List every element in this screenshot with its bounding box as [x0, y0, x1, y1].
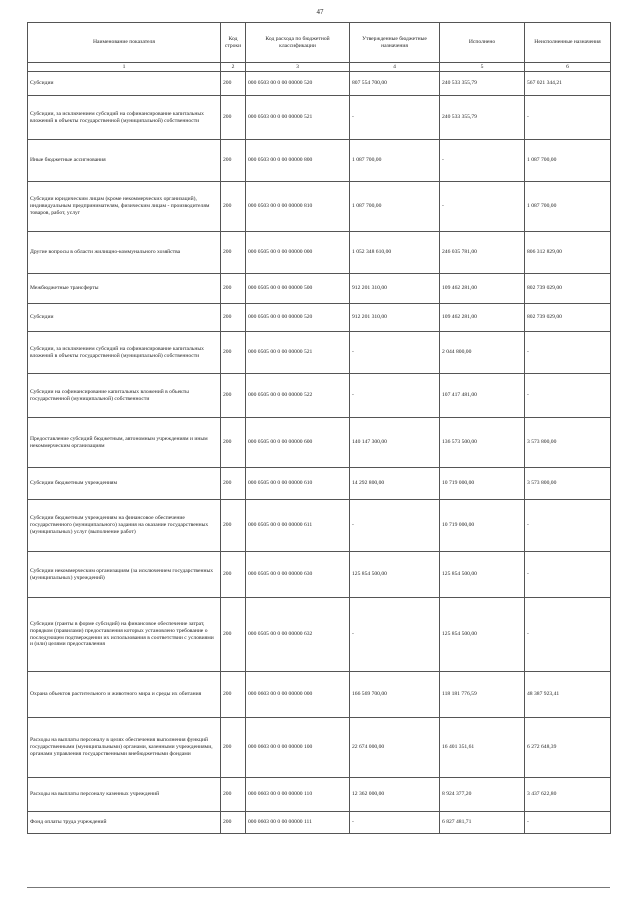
row-expense-code: 000 0505 00 0 00 00000 600 [246, 418, 350, 468]
row-executed: 240 533 355,79 [440, 96, 525, 140]
row-expense-code: 000 0503 00 0 00 00000 810 [246, 182, 350, 232]
row-code: 200 [221, 232, 246, 274]
row-name: Другие вопросы в области жилищно-коммунального хозяйства [28, 232, 221, 274]
row-unexecuted: - [525, 598, 611, 672]
row-code: 200 [221, 468, 246, 500]
row-executed: 10 719 000,00 [440, 468, 525, 500]
row-unexecuted: 3 437 622,80 [525, 778, 611, 812]
row-executed: 8 924 377,20 [440, 778, 525, 812]
row-code: 200 [221, 778, 246, 812]
row-name: Субсидии (гранты в форме субсидий) на финансовое обеспечение затрат, порядком (правилами) предоставления которых установлено требование о последующем подтверждении их использования в соответствии с условиями и (или) целями предоставления [28, 598, 221, 672]
row-name: Субсидии, за исключением субсидий на софинансирование капитальных вложений в объекты государственной (муниципальной) собственности [28, 332, 221, 374]
table-row [28, 304, 611, 332]
row-approved: 22 674 000,00 [350, 718, 440, 778]
row-name: Расходы на выплаты персоналу казенных учреждений [28, 778, 221, 812]
budget-report-table [27, 22, 611, 834]
row-approved: 125 854 500,00 [350, 552, 440, 598]
row-unexecuted: 1 087 700,00 [525, 182, 611, 232]
row-expense-code: 000 0505 00 0 00 00000 522 [246, 374, 350, 418]
row-executed: 2 044 800,00 [440, 332, 525, 374]
row-code: 200 [221, 140, 246, 182]
table-row [28, 72, 611, 96]
row-name: Субсидии на софинансирование капитальных вложений в объекты государственной (муниципальной) собственности [28, 374, 221, 418]
row-name: Субсидии, за исключением субсидий на софинансирование капитальных вложений в объекты государственной (муниципальной) собственности [28, 96, 221, 140]
table-row [28, 552, 611, 598]
row-executed: 246 035 781,00 [440, 232, 525, 274]
row-unexecuted: - [525, 374, 611, 418]
row-executed: - [440, 140, 525, 182]
header-indicator-name: Наименование показателя [28, 23, 221, 63]
page-number: 47 [316, 8, 324, 16]
column-number: 1 [28, 63, 221, 72]
row-executed: - [440, 182, 525, 232]
table-header-row [28, 23, 611, 63]
footer-divider [27, 887, 610, 888]
row-unexecuted: - [525, 332, 611, 374]
row-code: 200 [221, 96, 246, 140]
table-row [28, 672, 611, 718]
row-unexecuted: 567 021 344,21 [525, 72, 611, 96]
row-approved: 14 292 800,00 [350, 468, 440, 500]
row-expense-code: 000 0505 00 0 00 00000 630 [246, 552, 350, 598]
table-row [28, 232, 611, 274]
row-executed: 16 401 351,61 [440, 718, 525, 778]
row-approved: - [350, 332, 440, 374]
row-unexecuted: - [525, 812, 611, 834]
column-number: 6 [525, 63, 611, 72]
row-expense-code: 000 0505 00 0 00 00000 520 [246, 304, 350, 332]
row-code: 200 [221, 274, 246, 304]
row-expense-code: 000 0505 00 0 00 00000 000 [246, 232, 350, 274]
row-expense-code: 000 0503 00 0 00 00000 800 [246, 140, 350, 182]
table-row [28, 274, 611, 304]
row-approved: - [350, 812, 440, 834]
row-executed: 109 462 281,00 [440, 304, 525, 332]
row-approved: 140 147 300,00 [350, 418, 440, 468]
row-code: 200 [221, 418, 246, 468]
row-name: Предоставление субсидий бюджетным, автономным учреждениям и иным некоммерческим организациям [28, 418, 221, 468]
row-name: Охрана объектов растительного и животного мира и среды их обитания [28, 672, 221, 718]
row-name: Субсидии бюджетным учреждениям [28, 468, 221, 500]
header-row-code: Код строки [221, 23, 246, 63]
row-code: 200 [221, 374, 246, 418]
column-number: 4 [350, 63, 440, 72]
row-code: 200 [221, 552, 246, 598]
row-approved: 1 087 700,00 [350, 182, 440, 232]
row-code: 200 [221, 332, 246, 374]
row-approved: 1 087 700,00 [350, 140, 440, 182]
column-number: 5 [440, 63, 525, 72]
row-expense-code: 000 0505 00 0 00 00000 500 [246, 274, 350, 304]
row-expense-code: 000 0603 00 0 00 00000 110 [246, 778, 350, 812]
column-number: 3 [246, 63, 350, 72]
row-unexecuted: 3 573 800,00 [525, 418, 611, 468]
row-unexecuted: 1 087 700,00 [525, 140, 611, 182]
row-unexecuted: 3 573 800,00 [525, 468, 611, 500]
row-expense-code: 000 0505 00 0 00 00000 632 [246, 598, 350, 672]
row-executed: 10 719 000,00 [440, 500, 525, 552]
table-row [28, 718, 611, 778]
row-unexecuted: 48 387 923,41 [525, 672, 611, 718]
row-name: Субсидии некоммерческим организациям (за исключением государственных (муниципальных) учреждений) [28, 552, 221, 598]
table-row [28, 812, 611, 834]
header-executed: Исполнено [440, 23, 525, 63]
row-expense-code: 000 0503 00 0 00 00000 521 [246, 96, 350, 140]
row-name: Субсидии юридическим лицам (кроме некоммерческих организаций), индивидуальным предпринимателям, физическим лицам - производителям товаров, работ, услуг [28, 182, 221, 232]
row-executed: 6 827 481,71 [440, 812, 525, 834]
row-approved: 912 201 310,00 [350, 304, 440, 332]
row-unexecuted: - [525, 96, 611, 140]
row-name: Субсидии [28, 304, 221, 332]
row-approved: - [350, 500, 440, 552]
row-executed: 118 181 776,59 [440, 672, 525, 718]
row-approved: 166 569 700,00 [350, 672, 440, 718]
row-expense-code: 000 0505 00 0 00 00000 521 [246, 332, 350, 374]
row-executed: 109 462 281,00 [440, 274, 525, 304]
header-approved: Утвержденные бюджетные назначения [350, 23, 440, 63]
row-expense-code: 000 0603 00 0 00 00000 100 [246, 718, 350, 778]
row-unexecuted: - [525, 552, 611, 598]
row-name: Субсидии [28, 72, 221, 96]
row-code: 200 [221, 72, 246, 96]
row-unexecuted: 802 739 029,00 [525, 304, 611, 332]
header-unexecuted: Неисполненные назначения [525, 23, 611, 63]
row-approved: 807 554 700,00 [350, 72, 440, 96]
row-unexecuted: 806 312 829,00 [525, 232, 611, 274]
row-code: 200 [221, 304, 246, 332]
row-executed: 240 533 355,79 [440, 72, 525, 96]
row-code: 200 [221, 500, 246, 552]
row-expense-code: 000 0603 00 0 00 00000 111 [246, 812, 350, 834]
row-expense-code: 000 0505 00 0 00 00000 610 [246, 468, 350, 500]
row-executed: 107 417 481,00 [440, 374, 525, 418]
table-row [28, 418, 611, 468]
column-number: 2 [221, 63, 246, 72]
table-row [28, 182, 611, 232]
table-row [28, 500, 611, 552]
header-expense-code: Код расхода по бюджетной классификации [246, 23, 350, 63]
row-unexecuted: 6 272 648,39 [525, 718, 611, 778]
row-unexecuted: 802 739 029,00 [525, 274, 611, 304]
table-row [28, 332, 611, 374]
row-code: 200 [221, 812, 246, 834]
row-approved: 1 052 348 610,00 [350, 232, 440, 274]
row-expense-code: 000 0603 00 0 00 00000 000 [246, 672, 350, 718]
row-approved: - [350, 374, 440, 418]
row-unexecuted: - [525, 500, 611, 552]
row-code: 200 [221, 182, 246, 232]
row-name: Расходы на выплаты персоналу в целях обеспечения выполнения функций государственными (муниципальными) органами, казенными учреждениями, органами управления государственными внебюджетными фондами [28, 718, 221, 778]
row-approved: - [350, 96, 440, 140]
row-approved: 12 362 000,00 [350, 778, 440, 812]
table-row [28, 598, 611, 672]
row-code: 200 [221, 672, 246, 718]
row-executed: 136 573 500,00 [440, 418, 525, 468]
row-expense-code: 000 0505 00 0 00 00000 611 [246, 500, 350, 552]
row-name: Субсидии бюджетным учреждениям на финансовое обеспечение государственного (муниципального) задания на оказание государственных (муниципальных) услуг (выполнение работ) [28, 500, 221, 552]
row-name: Межбюджетные трансферты [28, 274, 221, 304]
row-name: Иные бюджетные ассигнования [28, 140, 221, 182]
row-approved: 912 201 310,00 [350, 274, 440, 304]
row-name: Фонд оплаты труда учреждений [28, 812, 221, 834]
column-number-row [28, 63, 611, 72]
row-code: 200 [221, 598, 246, 672]
table-row [28, 140, 611, 182]
table-row [28, 468, 611, 500]
table-row [28, 374, 611, 418]
row-executed: 125 854 500,00 [440, 552, 525, 598]
table-row [28, 778, 611, 812]
table-row [28, 96, 611, 140]
row-expense-code: 000 0503 00 0 00 00000 520 [246, 72, 350, 96]
row-approved: - [350, 598, 440, 672]
row-code: 200 [221, 718, 246, 778]
row-executed: 125 854 500,00 [440, 598, 525, 672]
